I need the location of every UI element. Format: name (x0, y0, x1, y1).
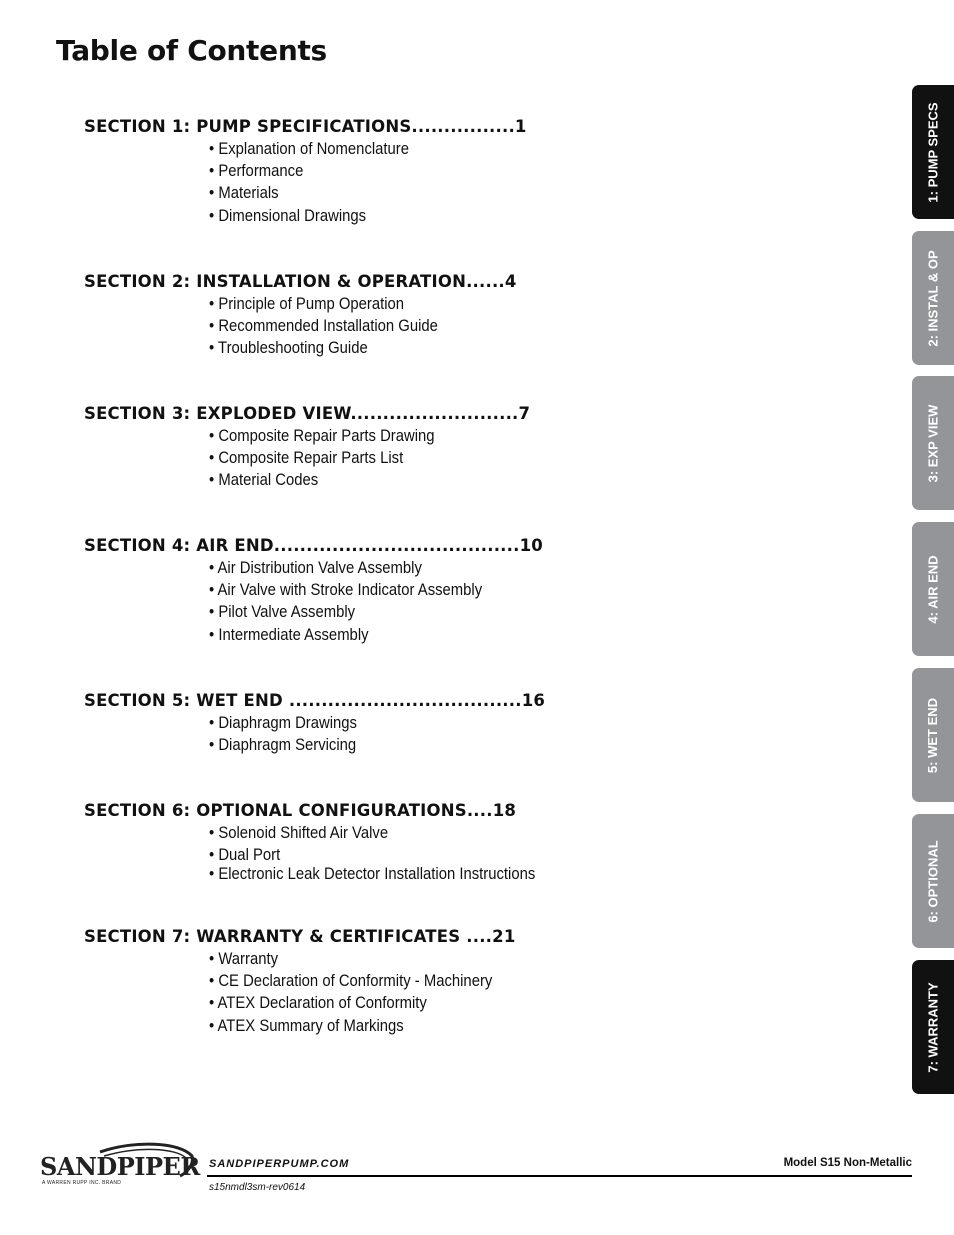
toc-item: • Diaphragm Servicing (209, 736, 357, 755)
side-tab-wet-end[interactable] (912, 668, 954, 802)
logo-wordmark: SANDPIPER (40, 1152, 200, 1181)
toc-section-1 (84, 116, 564, 227)
footer-divider (207, 1175, 912, 1177)
toc-item: • Material Codes (209, 471, 319, 490)
side-tab-label: 1: PUMP SPECS (925, 101, 941, 203)
section-heading-3[interactable]: SECTION 3: EXPLODED VIEW..........................7 (84, 404, 531, 423)
toc-item: • Solenoid Shifted Air Valve (209, 824, 389, 842)
side-tab-instal-op[interactable] (912, 231, 954, 365)
toc-item: • ATEX Summary of Markings (209, 1016, 404, 1035)
toc-item: • Troubleshooting Guide (209, 339, 368, 358)
toc-item: • Air Distribution Valve Assembly (209, 559, 422, 577)
revision-code: s15nmdl3sm-rev0614 (209, 1182, 306, 1193)
section-heading-2[interactable]: SECTION 2: INSTALLATION & OPERATION......4 (84, 272, 517, 291)
side-tab-label: 2: INSTAL & OP (925, 249, 941, 347)
section-items-1 (209, 138, 564, 227)
section-items-6 (209, 822, 564, 886)
toc-item: • Intermediate Assembly (209, 625, 369, 644)
toc-item: • CE Declaration of Conformity - Machinery (209, 972, 493, 991)
toc-item: • ATEX Declaration of Conformity (209, 994, 427, 1013)
toc-item: • Dual Port (209, 846, 281, 865)
section-items-7 (209, 948, 564, 1037)
toc-item: • Performance (209, 162, 304, 181)
section-items-3 (209, 425, 564, 492)
toc-section-2 (84, 271, 564, 360)
section-items-5 (209, 712, 564, 756)
side-tab-label: 7: WARRANTY (925, 981, 941, 1073)
page-title: Table of Contents (56, 34, 327, 67)
section-items-4 (209, 557, 564, 646)
logo-tagline: A WARREN RUPP INC. BRAND (42, 1180, 122, 1186)
toc-item: • Diaphragm Drawings (209, 714, 357, 732)
section-items-2 (209, 293, 564, 360)
website-link[interactable]: SANDPIPERPUMP.COM (209, 1158, 350, 1170)
toc-item: • Principle of Pump Operation (209, 295, 405, 313)
side-tab-label: 4: AIR END (925, 554, 941, 624)
side-tab-warranty[interactable] (912, 960, 954, 1094)
toc-item: • Air Valve with Stroke Indicator Assembly (209, 581, 483, 600)
toc-item: • Pilot Valve Assembly (209, 603, 356, 622)
section-heading-7[interactable]: SECTION 7: WARRANTY & CERTIFICATES ....21 (84, 927, 516, 946)
toc-item: • Composite Repair Parts List (209, 449, 404, 468)
section-heading-5[interactable]: SECTION 5: WET END ....................................16 (84, 691, 546, 710)
side-tab-label: 6: OPTIONAL (925, 839, 941, 923)
toc-item: • Explanation of Nomenclature (209, 140, 410, 158)
section-heading-4[interactable]: SECTION 4: AIR END......................................10 (84, 536, 543, 555)
section-heading-6[interactable]: SECTION 6: OPTIONAL CONFIGURATIONS....18 (84, 801, 517, 820)
toc-item: • Dimensional Drawings (209, 206, 367, 225)
model-label: Model S15 Non-Metallic (783, 1157, 912, 1169)
section-heading-1[interactable]: SECTION 1: PUMP SPECIFICATIONS................1 (84, 117, 527, 136)
toc-section-6 (84, 800, 564, 886)
sandpiper-logo (40, 1142, 200, 1192)
toc-item: • Recommended Installation Guide (209, 317, 438, 336)
toc-section-5 (84, 690, 564, 756)
side-tab-exp-view[interactable] (912, 376, 954, 510)
side-tab-label: 5: WET END (925, 697, 941, 773)
toc-item: • Composite Repair Parts Drawing (209, 427, 435, 445)
toc-section-3 (84, 403, 564, 492)
side-tab-optional[interactable] (912, 814, 954, 948)
toc-section-4 (84, 535, 564, 646)
side-tab-air-end[interactable] (912, 522, 954, 656)
toc-item: • Electronic Leak Detector Installation Instructions (209, 865, 536, 884)
toc-item: • Warranty (209, 950, 279, 968)
side-tab-label: 3: EXP VIEW (925, 404, 941, 482)
side-tab-pump-specs[interactable] (912, 85, 954, 219)
toc-section-7 (84, 926, 564, 1037)
toc-item: • Materials (209, 184, 279, 203)
